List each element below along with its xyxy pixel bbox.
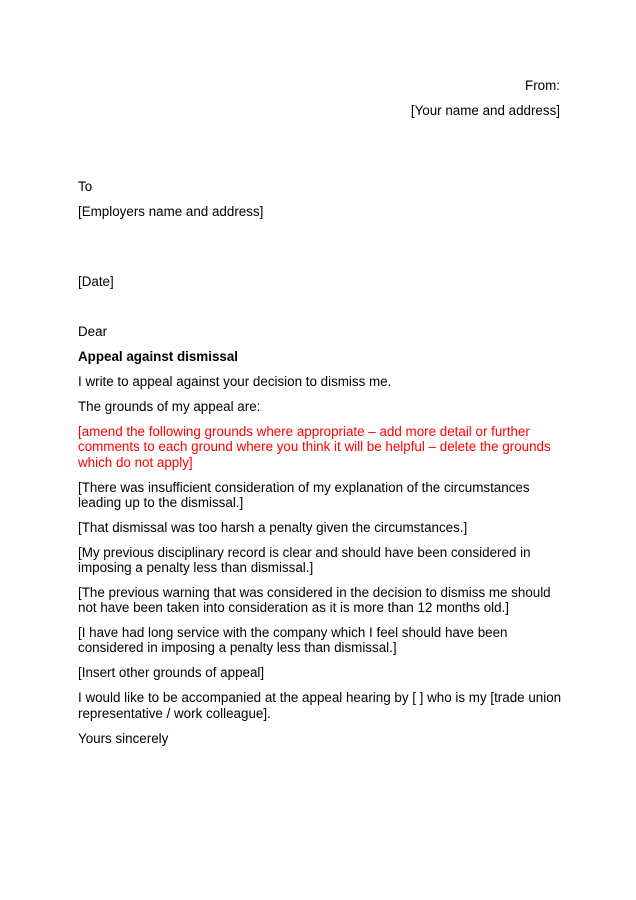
letter-date: [Date] — [78, 274, 114, 290]
from-label: From: — [525, 78, 560, 93]
to-label: To — [78, 179, 93, 194]
sender-block — [411, 78, 560, 118]
subject-heading: Appeal against dismissal — [78, 349, 239, 365]
instruction-note: [amend the following grounds where appropriate – add more detail or further comments to each ground where you think it will be helpful – delete the grounds which do not apply] — [78, 424, 551, 470]
accompany-paragraph: I would like to be accompanied at the appeal hearing by [ ] who is my [trade union representative / work colleague]. — [78, 690, 562, 721]
salutation: Dear — [78, 324, 108, 340]
closing-line: Yours sincerely — [78, 730, 169, 746]
ground-item: [That dismissal was too harsh a penalty given the circumstances.] — [78, 519, 468, 535]
letter-body — [78, 179, 562, 746]
grounds-intro: The grounds of my appeal are: — [78, 399, 261, 415]
ground-item: [The previous warning that was considered in the decision to dismiss me should not have been taken into consideration as it is more than 12 months old.] — [78, 585, 551, 616]
ground-item: [My previous disciplinary record is clear and should have been considered in imposing a penalty less than dismissal.] — [78, 544, 531, 576]
recipient-address: [Employers name and address] — [78, 204, 264, 219]
intro-paragraph: I write to appeal against your decision to dismiss me. — [78, 374, 392, 390]
ground-item: [Insert other grounds of appeal] — [78, 665, 265, 681]
ground-item: [I have had long service with the company which I feel should have been considered in imposing a penalty less than dismissal.] — [78, 625, 508, 656]
sender-address: [Your name and address] — [410, 103, 560, 118]
ground-item: [There was insufficient consideration of my explanation of the circumstances leading up to the dismissal.] — [78, 479, 530, 510]
